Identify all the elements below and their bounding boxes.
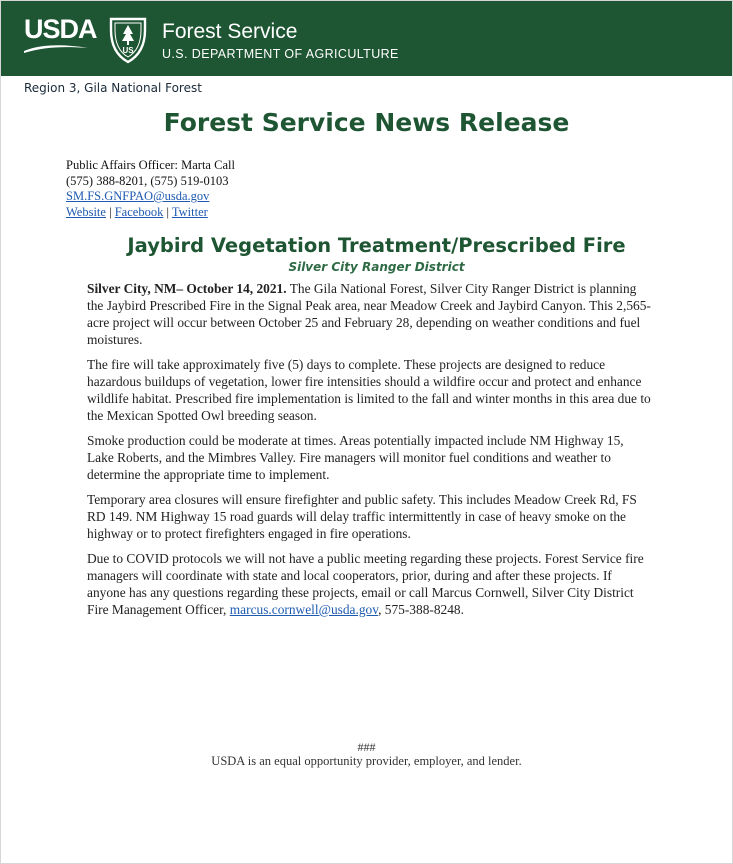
contact-email-link[interactable]: marcus.cornwell@usda.gov <box>229 602 379 617</box>
paragraph-text: , 575-388-8248. <box>378 602 464 617</box>
district-subtitle: Silver City Ranger District <box>288 260 465 274</box>
paragraph <box>87 550 652 618</box>
paragraph <box>87 280 652 348</box>
release-body <box>87 280 652 626</box>
email-link[interactable]: SM.FS.GNFPAO@usda.gov <box>66 189 210 203</box>
paragraph-text: The Gila National Forest, Silver City Ranger District is planning the Jaybird Prescribed Fire in the Signal Peak area, near Meadow Creek and Jaybird Canyon. This 2,565-acre project will occur between October 25 and February 28, depending on weather conditions and fuel moistures. <box>87 281 651 347</box>
paragraph: Smoke production could be moderate at times. Areas potentially impacted include NM Highway 15, Lake Roberts, and the Mimbres Valley. Fire managers will monitor fuel conditions and weather to determine the appropriate time to implement. <box>87 433 624 482</box>
region-line: Region 3, Gila National Forest <box>24 81 202 95</box>
website-link[interactable]: Website <box>66 204 106 219</box>
officer-line: Public Affairs Officer: Marta Call <box>66 158 235 172</box>
end-mark: ### <box>357 740 376 754</box>
link-separator: | <box>105 204 115 219</box>
forest-service-name: Forest Service <box>162 20 298 43</box>
forest-service-shield-icon <box>107 16 149 64</box>
contact-block <box>66 158 235 220</box>
shield-letters: US <box>122 46 134 55</box>
release-title: Jaybird Vegetation Treatment/Prescribed Fire <box>127 234 626 257</box>
page-title: Forest Service News Release <box>163 108 570 137</box>
paragraph: Temporary area closures will ensure firefighter and public safety. This includes Meadow Creek Rd, FS RD 149. NM Highway 15 road guards will delay traffic intermittently in case of heavy smoke on the highway or to protect firefighters engaged in fire operations. <box>87 492 637 541</box>
phone-line: (575) 388-8201, (575) 519-0103 <box>66 173 229 188</box>
facebook-link[interactable]: Facebook <box>114 204 164 219</box>
social-links <box>66 205 235 221</box>
dateline: Silver City, NM– October 14, 2021. <box>87 281 287 296</box>
usda-logo: USDA <box>24 14 97 44</box>
twitter-link[interactable]: Twitter <box>171 204 208 219</box>
paragraph-text: Due to COVID protocols we will not have a public meeting regarding these projects. Forest Service fire managers will coordinate with state and local cooperators, prior, during and after these projects. If anyone has any questions regarding these projects, email or call Marcus Cornwell, Silver City District Fire Management Officer, <box>87 551 644 617</box>
link-separator: | <box>163 204 172 219</box>
department-name: U.S. DEPARTMENT OF AGRICULTURE <box>162 47 399 61</box>
usda-swoosh-icon <box>23 42 89 54</box>
paragraph: The fire will take approximately five (5) days to complete. These projects are designed to reduce hazardous buildups of vegetation, lower fire intensities should a wildfire occur and protect and enhance wildlife habitat. Prescribed fire implementation is limited to the fall and winter months in this area due to the Mexican Spotted Owl breeding season. <box>87 357 651 423</box>
equal-opportunity-statement: USDA is an equal opportunity provider, employer, and lender. <box>211 754 522 768</box>
